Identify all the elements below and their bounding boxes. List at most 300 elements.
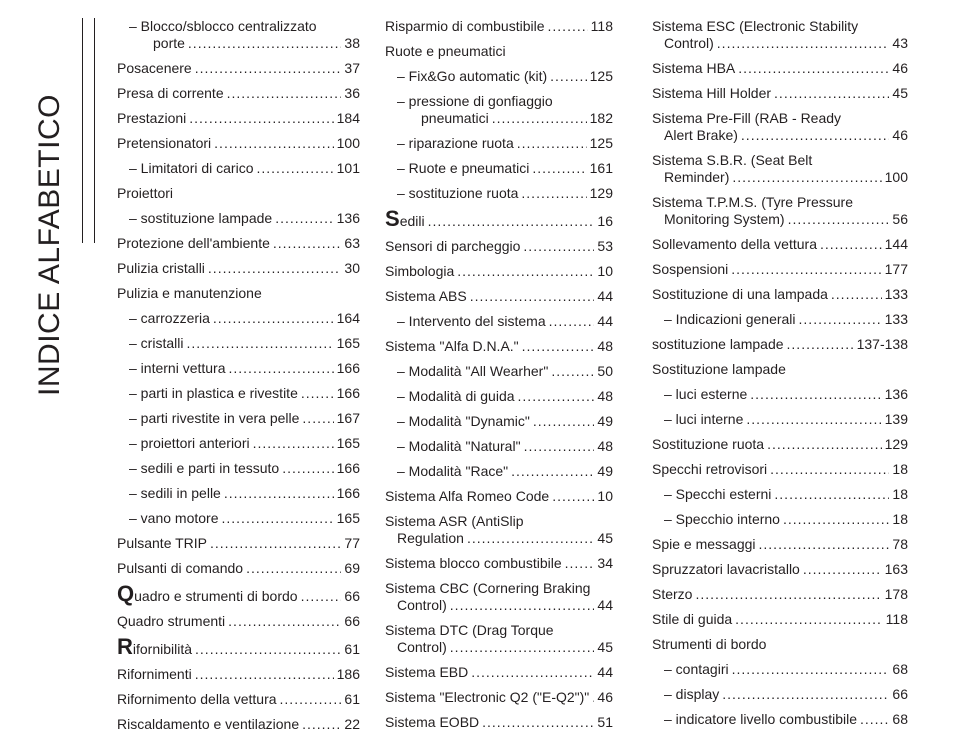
entry-heading: Pulizia e manutenzione <box>117 285 262 301</box>
entry-heading: Sostituzione lampade <box>652 361 786 377</box>
entry-row <box>652 236 908 253</box>
leader-dots <box>301 385 334 402</box>
entry-label <box>652 536 756 553</box>
leader-dots <box>759 536 890 553</box>
page-number[interactable]: 18 <box>892 461 908 477</box>
page-number[interactable]: 46 <box>892 60 908 76</box>
page-number[interactable]: 133 <box>884 286 908 302</box>
index-entry <box>385 664 613 681</box>
entry-row <box>664 411 908 428</box>
index-entry <box>385 313 613 330</box>
index-entry <box>117 235 360 252</box>
entry-label-line1: Sistema ASR (AntiSlip <box>385 513 524 529</box>
page-number[interactable]: 166 <box>336 385 360 401</box>
page-number[interactable]: 16 <box>597 213 613 229</box>
entry-row <box>652 127 908 144</box>
entry-text: Sistema ABS <box>385 288 467 304</box>
page-number[interactable]: 44 <box>597 597 613 613</box>
page-number[interactable]: 49 <box>597 413 613 429</box>
entry-label <box>129 510 219 527</box>
entry-label <box>664 711 857 728</box>
entry-row <box>385 639 613 656</box>
index-entry <box>117 613 360 630</box>
entry-label <box>117 535 207 552</box>
entry-heading: Ruote e pneumatici <box>385 43 506 59</box>
leader-dots <box>788 211 890 228</box>
entry-label <box>397 388 515 405</box>
leader-dots <box>783 511 889 528</box>
index-entry <box>652 411 908 428</box>
entry-row <box>129 35 360 52</box>
page-number[interactable]: 51 <box>597 714 613 730</box>
page-number[interactable]: 45 <box>597 639 613 655</box>
entry-label <box>117 691 277 708</box>
page-number[interactable]: 44 <box>597 313 613 329</box>
index-entry <box>117 310 360 327</box>
index-entry <box>652 194 908 228</box>
index-entry <box>385 135 613 152</box>
index-entry <box>117 691 360 708</box>
leader-dots <box>301 588 342 605</box>
entry-text: – Modalità "Race" <box>397 463 509 479</box>
leader-dots <box>428 213 595 230</box>
leader-dots <box>592 689 594 706</box>
entry-text: Stile di guida <box>652 611 733 627</box>
leader-dots <box>550 68 586 85</box>
entry-row <box>652 586 908 603</box>
index-entry <box>652 18 908 52</box>
leader-dots <box>275 210 333 227</box>
entry-row <box>117 666 360 683</box>
entry-text: – sostituzione lampade <box>129 210 273 226</box>
page-number[interactable]: 22 <box>344 716 360 732</box>
page-number[interactable]: 177 <box>884 261 908 277</box>
page-number[interactable]: 49 <box>597 463 613 479</box>
entry-label <box>397 68 547 85</box>
index-entry <box>385 363 613 380</box>
page-number[interactable]: 137-138 <box>856 336 908 352</box>
entry-row <box>129 435 360 452</box>
page-number[interactable]: 68 <box>892 661 908 677</box>
index-entry <box>652 60 908 77</box>
entry-row <box>397 313 613 330</box>
index-entry <box>117 360 360 377</box>
index-entry <box>117 634 360 659</box>
index-entry <box>652 511 908 528</box>
page-number[interactable]: 36 <box>344 85 360 101</box>
index-entry <box>117 160 360 177</box>
index-entry <box>385 413 613 430</box>
entry-row <box>117 581 360 606</box>
entry-label <box>652 60 735 77</box>
page-number[interactable]: 69 <box>344 560 360 576</box>
entry-text: – interni vettura <box>129 360 226 376</box>
page-number[interactable]: 182 <box>589 110 613 126</box>
leader-dots <box>213 310 334 327</box>
leader-dots <box>738 60 889 77</box>
entry-text: Rifornimento della vettura <box>117 691 277 707</box>
entry-text: Prestazioni <box>117 110 187 126</box>
index-entry <box>385 93 613 127</box>
leader-dots <box>280 691 342 708</box>
page-number[interactable]: 165 <box>336 510 360 526</box>
index-entry <box>652 536 908 553</box>
entry-text: Sistema HBA <box>652 60 736 76</box>
entry-text: Posacenere <box>117 60 192 76</box>
page-number[interactable]: 100 <box>336 135 360 151</box>
entry-row <box>652 461 908 478</box>
entry-text: Sistema Alfa Romeo Code <box>385 488 550 504</box>
entry-label <box>664 686 719 703</box>
sidebar-title: INDICE ALFABETICO <box>33 94 66 396</box>
entry-row <box>652 35 908 52</box>
entry-row <box>652 211 908 228</box>
entry-label <box>117 716 299 733</box>
entry-row <box>117 135 360 152</box>
leader-dots <box>695 586 881 603</box>
entry-text: Sistema Hill Holder <box>652 85 772 101</box>
page-number[interactable]: 66 <box>344 613 360 629</box>
page-number[interactable]: 178 <box>884 586 908 602</box>
page-number[interactable]: 61 <box>344 641 360 657</box>
leader-dots <box>532 160 586 177</box>
page-number[interactable]: 38 <box>344 35 360 51</box>
index-entry <box>117 285 360 302</box>
leader-dots <box>482 714 594 731</box>
page-number[interactable]: 167 <box>336 410 360 426</box>
entry-label <box>385 689 589 706</box>
entry-label-line1: Sistema CBC (Cornering Braking <box>385 580 591 596</box>
index-entry <box>117 85 360 102</box>
leader-dots <box>282 460 333 477</box>
index-entry <box>117 260 360 277</box>
entry-text: uadro e strumenti di bordo <box>134 588 298 604</box>
entry-row <box>129 410 360 427</box>
index-entry <box>385 68 613 85</box>
entry-label <box>129 435 250 452</box>
page-number[interactable]: 125 <box>589 135 613 151</box>
entry-label <box>397 135 514 152</box>
entry-label <box>117 110 186 127</box>
index-entry <box>117 60 360 77</box>
page-number[interactable]: 165 <box>336 435 360 451</box>
entry-row <box>397 463 613 480</box>
entry-text: – Indicazioni generali <box>664 311 796 327</box>
entry-label-line1: Sistema ESC (Electronic Stability <box>652 18 859 34</box>
leader-dots <box>732 661 890 678</box>
leader-dots <box>717 35 890 52</box>
page-number[interactable]: 46 <box>892 127 908 143</box>
leader-dots <box>450 639 595 656</box>
entry-text: Riscaldamento e ventilazione <box>117 716 300 732</box>
entry-row <box>129 485 360 502</box>
entry-row <box>117 260 360 277</box>
index-entry <box>117 560 360 577</box>
page-number[interactable]: 118 <box>885 611 908 627</box>
index-entry <box>652 661 908 678</box>
index-entry <box>652 561 908 578</box>
entry-text: Simbologia <box>385 263 455 279</box>
entry-row <box>652 561 908 578</box>
entry-label-line1: – Blocco/sblocco centralizzato <box>129 18 317 34</box>
entry-text: Pulsanti di comando <box>117 560 244 576</box>
entry-row <box>652 85 908 102</box>
entry-text: Sostituzione di una lampada <box>652 286 828 302</box>
index-entry <box>117 666 360 683</box>
page-number[interactable]: 118 <box>590 18 613 34</box>
index-entry <box>117 18 360 52</box>
index-entry <box>117 716 360 733</box>
entry-row <box>664 486 908 503</box>
page-number[interactable]: 48 <box>597 388 613 404</box>
page-number[interactable]: 34 <box>597 555 613 571</box>
page-number[interactable]: 129 <box>884 436 908 452</box>
entry-row <box>129 385 360 402</box>
page-number[interactable]: 18 <box>892 486 908 502</box>
entry-label-line1: Sistema Pre-Fill (RAB - Ready <box>652 110 842 126</box>
page-number[interactable]: 163 <box>884 561 908 577</box>
leader-dots <box>731 261 881 278</box>
index-entry <box>652 611 908 628</box>
leader-dots <box>210 535 341 552</box>
entry-text: Presa di corrente <box>117 85 224 101</box>
page-number[interactable]: 56 <box>892 211 908 227</box>
page-number[interactable]: 45 <box>597 530 613 546</box>
page-number[interactable]: 136 <box>884 386 908 402</box>
entry-row <box>652 286 908 303</box>
page-number[interactable]: 139 <box>884 411 908 427</box>
page-number[interactable]: 136 <box>336 210 360 226</box>
entry-row <box>385 288 613 305</box>
entry-label <box>652 261 728 278</box>
index-entry <box>385 160 613 177</box>
page-number[interactable]: 165 <box>336 335 360 351</box>
page-number[interactable]: 45 <box>892 85 908 101</box>
entry-label-line2: Reminder) <box>664 169 730 185</box>
entry-row <box>397 363 613 380</box>
leader-dots <box>273 235 342 252</box>
page-number[interactable]: 101 <box>336 160 360 176</box>
leader-dots <box>189 110 333 127</box>
leader-dots <box>746 411 881 428</box>
page-number[interactable]: 48 <box>597 438 613 454</box>
leader-dots <box>228 613 341 630</box>
leader-dots <box>522 338 595 355</box>
index-entry <box>117 385 360 402</box>
page-number[interactable]: 166 <box>336 460 360 476</box>
page-number[interactable]: 10 <box>597 488 613 504</box>
entry-text: – carrozzeria <box>129 310 210 326</box>
entry-label <box>664 386 747 403</box>
entry-row <box>652 536 908 553</box>
entry-text: – parti rivestite in vera pelle <box>129 410 300 426</box>
entry-text: – Modalità "Natural" <box>397 438 521 454</box>
index-entry <box>652 436 908 453</box>
page-number[interactable]: 161 <box>589 160 613 176</box>
entry-row <box>117 691 360 708</box>
entry-label <box>652 336 784 353</box>
entry-label <box>652 611 732 628</box>
entry-label <box>397 463 508 480</box>
entry-label <box>652 436 764 453</box>
entry-row <box>397 135 613 152</box>
entry-text: – Modalità "Dynamic" <box>397 413 530 429</box>
page-number[interactable]: 184 <box>336 110 360 126</box>
page-number[interactable]: 77 <box>344 535 360 551</box>
page-number[interactable]: 50 <box>597 363 613 379</box>
index-entry <box>117 335 360 352</box>
page-number[interactable]: 166 <box>336 485 360 501</box>
page-number[interactable]: 37 <box>344 60 360 76</box>
entry-label <box>652 461 767 478</box>
entry-row <box>385 597 613 614</box>
entry-row <box>129 210 360 227</box>
entry-row <box>385 263 613 280</box>
leader-dots <box>214 135 333 152</box>
entry-label <box>664 486 771 503</box>
index-entry <box>385 238 613 255</box>
entry-text: Sistema blocco combustibile <box>385 555 562 571</box>
page-number[interactable]: 129 <box>589 185 613 201</box>
leader-dots <box>549 313 595 330</box>
page-number[interactable]: 66 <box>344 588 360 604</box>
entry-label <box>385 206 425 231</box>
entry-row <box>664 311 908 328</box>
leader-dots <box>195 666 334 683</box>
page-number[interactable]: 68 <box>892 711 908 727</box>
entry-text: Quadro strumenti <box>117 613 226 629</box>
page-number[interactable]: 144 <box>884 236 908 252</box>
leader-dots <box>518 388 595 405</box>
entry-text: – Specchio interno <box>664 511 780 527</box>
entry-text: – parti in plastica e rivestite <box>129 385 298 401</box>
index-entry <box>117 510 360 527</box>
page-number[interactable]: 164 <box>336 310 360 326</box>
leader-dots <box>188 35 342 52</box>
entry-row <box>397 110 613 127</box>
page-number[interactable]: 166 <box>336 360 360 376</box>
entry-text: – Modalità "All Wearher" <box>397 363 549 379</box>
sidebar-divider <box>94 18 95 243</box>
leader-dots <box>302 716 341 733</box>
entry-row <box>129 460 360 477</box>
entry-row <box>385 530 613 547</box>
leader-dots <box>227 85 342 102</box>
entry-text: – sedili e parti in tessuto <box>129 460 280 476</box>
leader-dots <box>523 238 594 255</box>
page-number[interactable]: 100 <box>884 169 908 185</box>
entry-row <box>397 413 613 430</box>
index-entry <box>385 18 613 35</box>
entry-text: Pretensionatori <box>117 135 212 151</box>
entry-row <box>129 310 360 327</box>
entry-heading: Proiettori <box>117 185 174 201</box>
page-number[interactable]: 48 <box>597 338 613 354</box>
entry-text: – vano motore <box>129 510 219 526</box>
page-number[interactable]: 61 <box>344 691 360 707</box>
page-number[interactable]: 18 <box>892 511 908 527</box>
index-entry <box>117 485 360 502</box>
entry-row <box>397 68 613 85</box>
page-number[interactable]: 78 <box>892 536 908 552</box>
entry-row <box>385 18 613 35</box>
entry-text: – Modalità di guida <box>397 388 515 404</box>
index-entry <box>385 513 613 547</box>
entry-label <box>652 236 817 253</box>
index-column-1 <box>117 18 360 741</box>
index-entry <box>652 152 908 186</box>
entry-row <box>117 235 360 252</box>
index-entry <box>652 110 908 144</box>
page-number[interactable]: 125 <box>589 68 613 84</box>
leader-dots <box>820 236 882 253</box>
index-entry <box>652 586 908 603</box>
entry-label <box>397 313 546 330</box>
entry-label <box>129 410 299 427</box>
index-entry <box>117 110 360 127</box>
entry-text: – Intervento del sistema <box>397 313 546 329</box>
entry-label-line2: Control) <box>664 35 714 51</box>
entry-label-line1: Sistema DTC (Drag Torque <box>385 622 554 638</box>
entry-text: Protezione dell'ambiente <box>117 235 270 251</box>
page-number[interactable]: 186 <box>336 666 360 682</box>
leader-dots <box>735 611 883 628</box>
entry-text: Spie e messaggi <box>652 536 756 552</box>
page-number[interactable]: 63 <box>344 235 360 251</box>
entry-label <box>397 438 521 455</box>
index-entry <box>652 461 908 478</box>
entry-row <box>397 388 613 405</box>
entry-row <box>129 160 360 177</box>
page-number[interactable]: 66 <box>892 686 908 702</box>
entry-label <box>397 160 529 177</box>
entry-row <box>664 661 908 678</box>
index-entry <box>652 336 908 353</box>
index-entry <box>652 711 908 728</box>
page-number[interactable]: 10 <box>597 263 613 279</box>
index-entry <box>117 581 360 606</box>
page-number[interactable]: 43 <box>892 35 908 51</box>
entry-row <box>652 611 908 628</box>
page-number[interactable]: 44 <box>597 288 613 304</box>
leader-dots <box>208 260 342 277</box>
entry-label-line1: – pressione di gonfiaggio <box>397 93 553 109</box>
entry-label <box>117 235 270 252</box>
entry-row <box>117 85 360 102</box>
leader-dots <box>774 486 889 503</box>
index-entry <box>117 135 360 152</box>
entry-text: – contagiri <box>664 661 729 677</box>
leader-dots <box>450 597 595 614</box>
section-letter: Q <box>117 581 135 606</box>
page-number[interactable]: 53 <box>597 238 613 254</box>
index-entry <box>117 535 360 552</box>
page-number[interactable]: 46 <box>597 689 613 705</box>
entry-label <box>117 666 192 683</box>
entry-text: – Limitatori di carico <box>129 160 254 176</box>
index-entry <box>652 261 908 278</box>
index-entry <box>385 338 613 355</box>
page-number[interactable]: 133 <box>884 311 908 327</box>
index-entry <box>385 263 613 280</box>
entry-text: – proiettori anteriori <box>129 435 250 451</box>
page-number[interactable]: 30 <box>344 260 360 276</box>
entry-text: Pulsante TRIP <box>117 535 208 551</box>
leader-dots <box>552 488 594 505</box>
page-number[interactable]: 44 <box>597 664 613 680</box>
leader-dots <box>799 311 882 328</box>
entry-label <box>385 555 562 572</box>
